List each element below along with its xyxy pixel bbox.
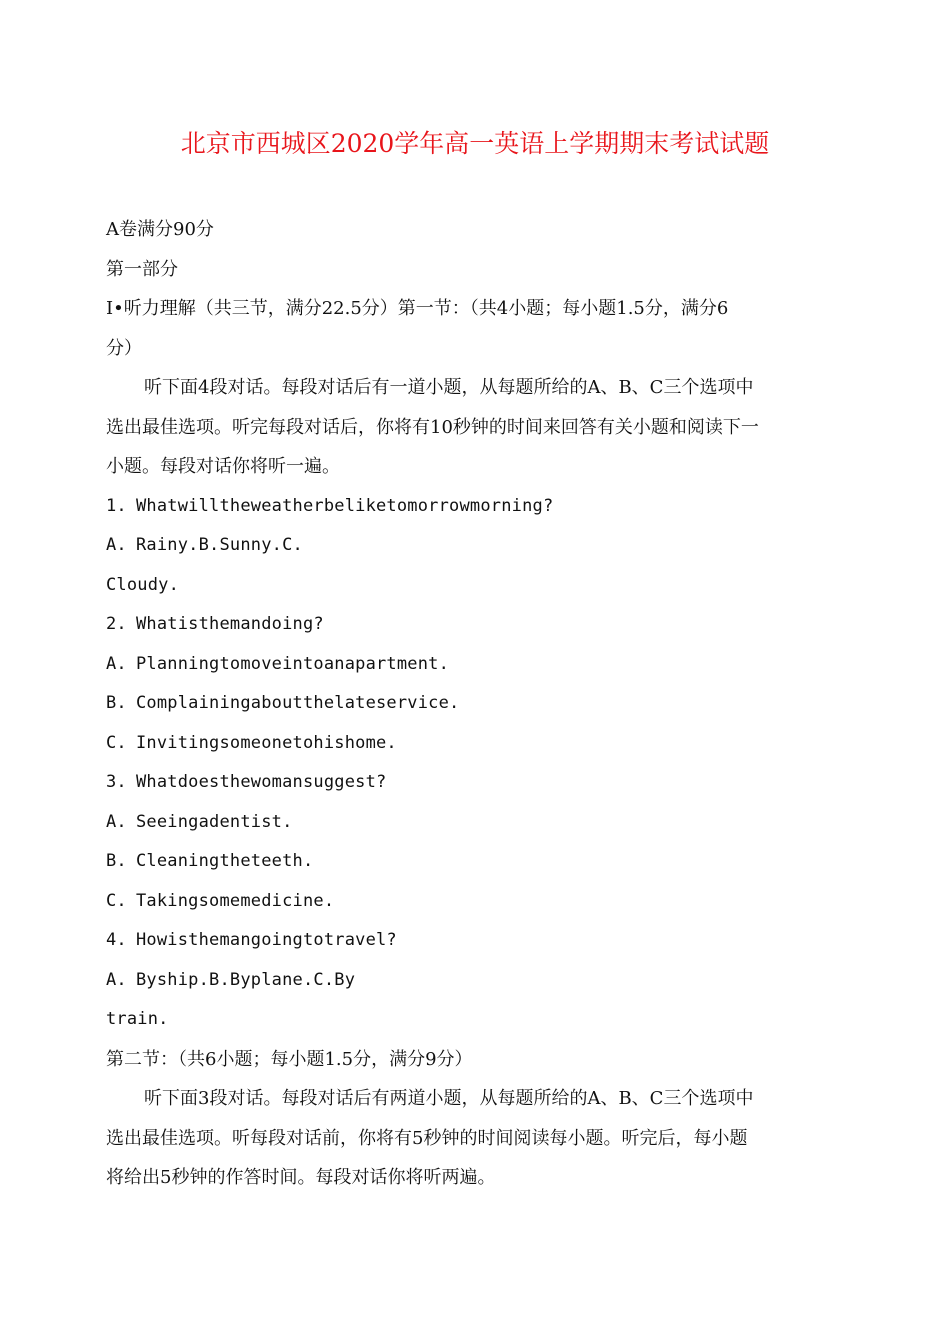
option-text: Rainy.B.Sunny.C. (136, 535, 303, 555)
question-3-option-a (106, 803, 852, 843)
instructions-line: 听下面4段对话。每段对话后有一道小题，从每题所给的A、B、C三个选项中 (144, 377, 754, 398)
score-line: A卷满分90分 (106, 219, 214, 240)
document-title: 北京市西城区2020学年高一英语上学期期末考试试题 (180, 129, 770, 158)
section-2-instructions: 选出最佳选项。听每段对话前，你将有5秒钟的时间阅读每小题。听完后，每小题 (106, 1127, 748, 1149)
instructions-line: 小题。每段对话你将听一遍。 (106, 456, 340, 477)
option-letter: C. (106, 890, 127, 911)
question-2-option-b (106, 684, 852, 724)
option-text: Seeingadentist. (136, 811, 293, 832)
question-3 (106, 763, 852, 803)
option-text: Takingsomemedicine. (136, 890, 335, 911)
section-2-instructions: 听下面3段对话。每段对话后有两道小题，从每题所给的A、B、C三个选项中 (144, 1088, 754, 1109)
question-1-options (106, 526, 852, 566)
question-2 (106, 605, 852, 645)
question-text: Whatisthemandoing? (136, 614, 324, 634)
option-text: Byship.B.Byplane.C.By (136, 969, 356, 990)
option-text: Complainingaboutthelateservice. (136, 693, 460, 713)
option-text: Invitingsomeonetohishome. (136, 732, 397, 753)
question-4 (106, 921, 852, 961)
option-letter: A. (106, 535, 127, 555)
option-letter: A. (106, 653, 127, 674)
document-body (106, 210, 852, 1198)
question-number: 4. (106, 930, 127, 950)
option-letter: C. (106, 732, 127, 753)
question-3-option-b (106, 842, 852, 882)
question-1 (106, 487, 852, 527)
question-3-option-c (106, 882, 852, 922)
question-number: 2. (106, 614, 127, 634)
option-letter: B. (106, 851, 127, 871)
question-text: Whatwilltheweatherbeliketomorrowmorning? (136, 495, 554, 516)
section-heading-cont: 分） (106, 337, 142, 359)
option-letter: A. (106, 811, 127, 832)
option-text: Planningtomoveintoanapartment. (136, 653, 450, 674)
question-1-options-cont: Cloudy. (106, 574, 180, 595)
section-2-heading: 第二节：（共6小题；每小题1.5分，满分9分） (106, 1048, 473, 1070)
question-2-option-c (106, 724, 852, 764)
question-2-option-a (106, 645, 852, 685)
question-number: 3. (106, 772, 127, 792)
option-letter: B. (106, 693, 127, 713)
option-text: Cleaningtheteeth. (136, 851, 314, 871)
question-4-options-cont: train. (106, 1009, 169, 1029)
question-number: 1. (106, 495, 127, 516)
question-text: Whatdoesthewomansuggest? (136, 772, 387, 792)
section-2-instructions: 将给出5秒钟的作答时间。每段对话你将听两遍。 (106, 1167, 496, 1188)
instructions-line: 选出最佳选项。听完每段对话后，你将有10秒钟的时间来回答有关小题和阅读下一 (106, 416, 759, 438)
part-heading: 第一部分 (106, 258, 178, 280)
question-text: Howisthemangoingtotravel? (136, 930, 397, 950)
section-heading: I•听力理解（共三节，满分22.5分）第一节：（共4小题；每小题1.5分，满分6 (106, 298, 729, 319)
option-letter: A. (106, 969, 127, 990)
question-4-options (106, 961, 852, 1001)
